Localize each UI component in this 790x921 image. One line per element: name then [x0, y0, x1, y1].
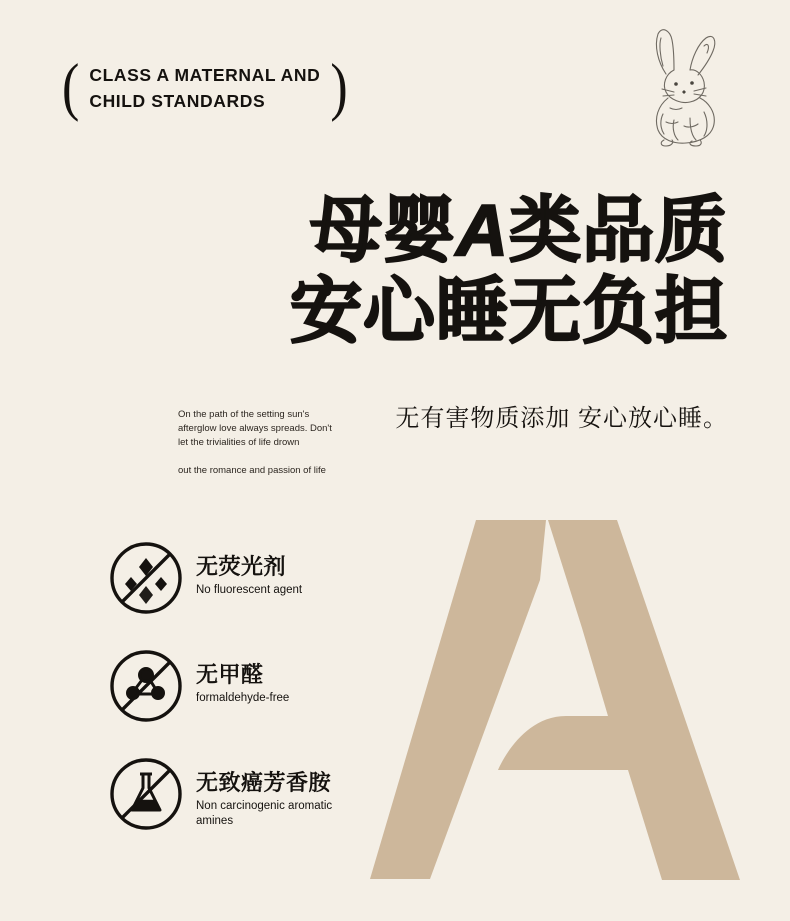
non-carcinogenic-aromatic-amines-icon [108, 756, 184, 832]
headline-line-1-latin: A [455, 191, 509, 271]
feature-list [108, 540, 346, 832]
headline [290, 190, 728, 351]
header-tag [62, 51, 348, 123]
headline-line-1 [290, 190, 728, 271]
feature-title-en: No fluorescent agent [196, 584, 303, 596]
subcopy-english-para1: On the path of the setting sun's afterglow love always spreads. Don't let the trivialities of life drown [178, 409, 332, 448]
feature-title-cn: 无致癌芳香胺 [196, 770, 332, 795]
feature-text [196, 648, 289, 706]
headline-line-2: 安心睡无负担 [289, 269, 728, 353]
no-fluorescent-agent-icon [108, 540, 184, 616]
feature-title-cn: 无甲醛 [196, 662, 264, 687]
feature-item [108, 540, 346, 616]
feature-title-en: Non carcinogenic aromatic amines [196, 800, 333, 827]
bracket-left-icon: ( [62, 51, 80, 123]
headline-line-1-part1: 母婴 [309, 188, 456, 272]
feature-item [108, 756, 346, 832]
feature-title-en: formaldehyde-free [196, 692, 290, 704]
headline-line-1-part2: 类品质 [508, 188, 728, 272]
header-tag-line2: CHILD STANDARDS [89, 91, 266, 111]
subcopy-english [178, 408, 343, 478]
formaldehyde-free-icon [108, 648, 184, 724]
feature-text [196, 540, 302, 598]
subcopy-chinese: 无有害物质添加 安心放心睡。 [395, 405, 728, 432]
feature-item [108, 648, 346, 724]
feature-text [196, 756, 346, 829]
header-tag-line1: CLASS A MATERNAL AND [89, 65, 321, 85]
subcopy-english-para2: out the romance and passion of life [178, 465, 326, 476]
feature-title-cn: 无荧光剂 [196, 554, 287, 579]
rabbit-icon [630, 22, 740, 147]
bracket-right-icon: ) [330, 51, 348, 123]
watermark-letter-a [370, 520, 740, 880]
header-tag-text [89, 62, 320, 114]
